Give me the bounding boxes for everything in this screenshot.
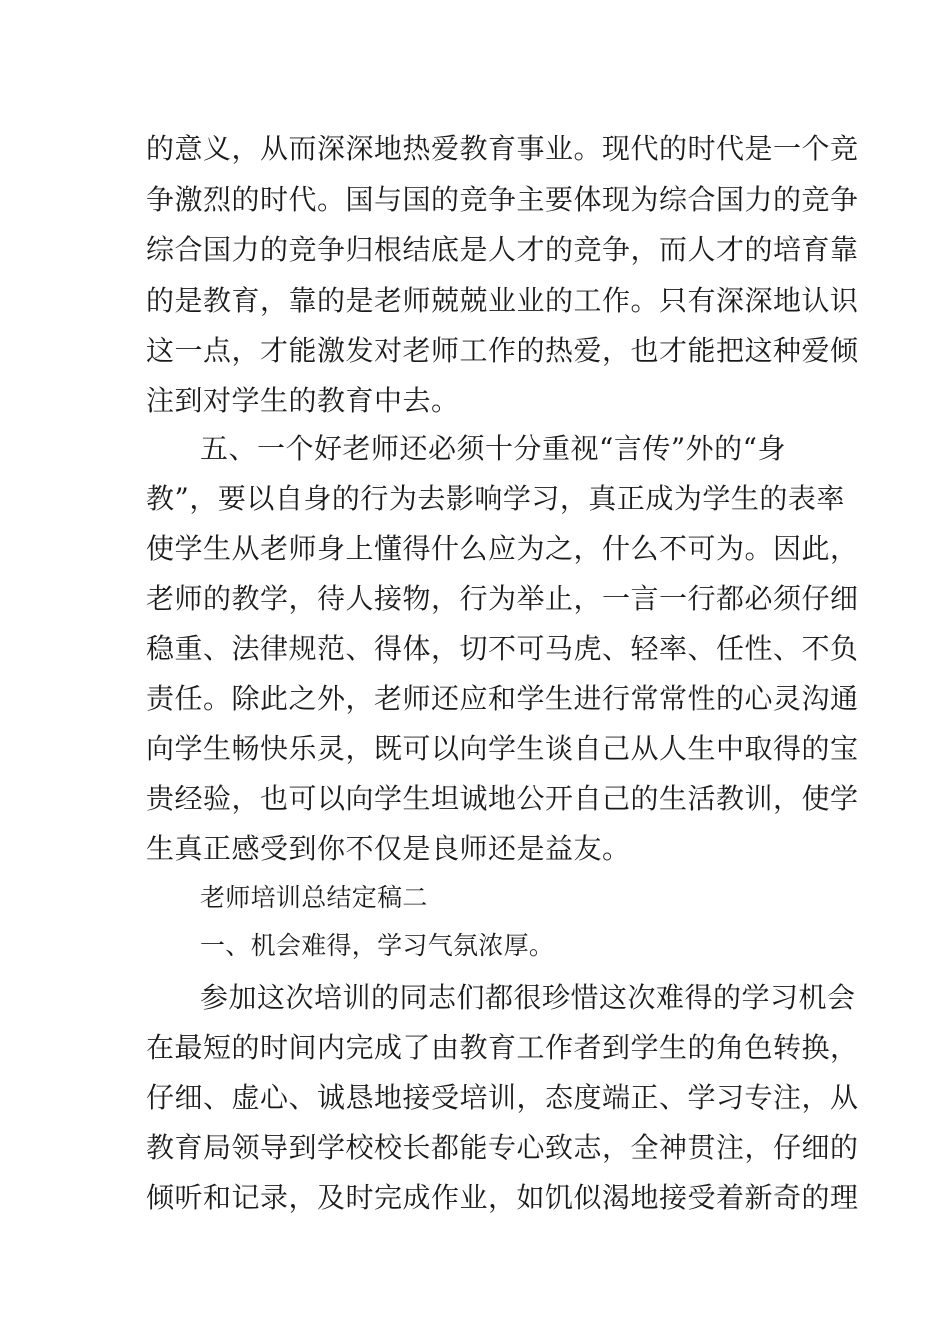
paragraph-line: 注到对学生的教育中去。 [146,384,460,417]
paragraph-line: 仔细、虚心、诚恳地接受培训，态度端正、学习专注，从 [146,1081,859,1114]
paragraph-line: 参加这次培训的同志们都很珍惜这次难得的学习机会 [200,981,856,1014]
paragraph-line: 教育局领导到学校校长都能专心致志，全神贯注，仔细的 [146,1131,859,1164]
paragraph-line: 贵经验，也可以向学生坦诚地公开自己的生活教训，使学 [146,782,859,815]
paragraph-line: 综合国力的竞争归根结底是人才的竞争，而人才的培育靠 [146,233,859,266]
subheading: 一、机会难得，学习气氛浓厚。 [200,931,555,960]
paragraph-line: 的意义，从而深深地热爱教育事业。现代的时代是一个竞 [146,132,859,165]
paragraph-line: 争激烈的时代。国与国的竞争主要体现为综合国力的竞争 [146,183,859,216]
paragraph-line: 老师的教学，待人接物，行为举止，一言一行都必须仔细 [146,582,859,615]
paragraph-line: 生真正感受到你不仅是良师还是益友。 [146,832,631,865]
paragraph-line: 教”，要以自身的行为去影响学习，真正成为学生的表率 [146,482,845,515]
section-five-heading-line: 五、一个好老师还必须十分重视“言传”外的“身 [200,432,786,465]
paragraph-line: 使学生从老师身上懂得什么应为之，什么不可为。因此， [146,532,859,565]
paragraph-line: 在最短的时间内完成了由教育工作者到学生的角色转换， [146,1031,859,1064]
section-title: 老师培训总结定稿二 [200,883,428,912]
paragraph-line: 的是教育，靠的是老师兢兢业业的工作。只有深深地认识 [146,284,859,317]
paragraph-line: 这一点，才能激发对老师工作的热爱，也才能把这种爱倾 [146,334,859,367]
paragraph-line: 责任。除此之外，老师还应和学生进行常常性的心灵沟通 [146,682,859,715]
paragraph-line: 向学生畅快乐灵，既可以向学生谈自己从人生中取得的宝 [146,732,859,765]
paragraph-line: 倾听和记录，及时完成作业，如饥似渴地接受着新奇的理 [146,1181,859,1214]
paragraph-line: 稳重、法律规范、得体，切不可马虎、轻率、任性、不负 [146,632,859,665]
